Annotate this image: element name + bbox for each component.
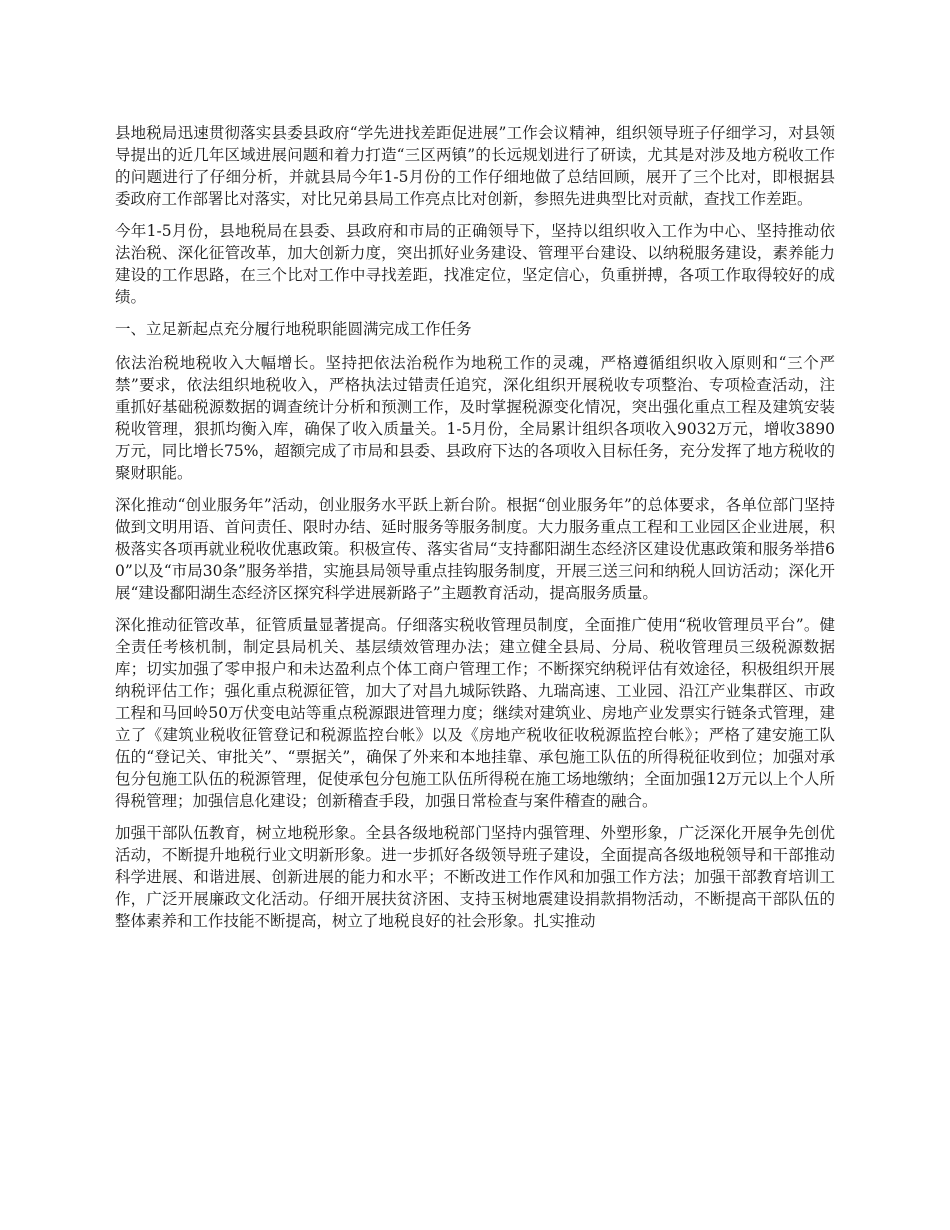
staff-education-paragraph: 加强干部队伍教育，树立地税形象。全县各级地税部门坚持内强管理、外塑形象，广泛深化开展争先创优活动，不断提升地税行业文明新形象。进一步抓好各级领导班子建设，全面提高各级地税领导和干部推动科学进展、和谐进展、创新进展的能力和水平；不断改进工作作风和加强工作方法；加强干部教育培训工作，广泛开展廉政文化活动。仔细开展扶贫济困、支持玉树地震建设捐款捐物活动，不断提高干部队伍的整体素养和工作技能不断提高，树立了地税良好的社会形象。扎实推动 [115,824,835,930]
section-heading: 一、立足新起点充分履行地税职能圆满完成工作任务 [115,320,472,338]
tax-revenue-paragraph: 依法治税地税收入大幅增长。坚持把依法治税作为地税工作的灵魂，严格遵循组织收入原则和“三个严禁”要求，依法组织地税收入，严格执法过错责任追究，深化组织开展税收专项整治、专项检查活动，注重抓好基础税源数据的调查统计分析和预测工作，及时掌握税源变化情况，突出强化重点工程及建筑安装税收管理，狠抓均衡入库，确保了收入质量关。1-5月份，全局累计组织各项收入9032万元，增收3890万元，同比增长75%，超额完成了市局和县委、县政府下达的各项收入目标任务，充分发挥了地方税收的聚财职能。 [115,354,835,482]
document-body [115,122,835,942]
service-year-paragraph: 深化推动“创业服务年”活动，创业服务水平跃上新台阶。根据“创业服务年”的总体要求，各单位部门坚持做到文明用语、首问责任、限时办结、延时服务等服务制度。大力服务重点工程和工业园区企业进展，积极落实各项再就业税收优惠政策。积极宣传、落实省局“支持鄱阳湖生态经济区建设优惠政策和服务举措60”以及“市局30条”服务举措，实施县局领导重点挂钩服务制度，开展三送三问和纳税人回访活动；深化开展“建设鄱阳湖生态经济区探究科学进展新路子”主题教育活动，提高服务质量。 [115,496,835,602]
summary-paragraph: 今年1-5月份，县地税局在县委、县政府和市局的正确领导下，坚持以组织收入工作为中心、坚持推动依法治税、深化征管改革，加大创新力度，突出抓好业务建设、管理平台建设、以纳税服务建设，素养能力建设的工作思路，在三个比对工作中寻找差距，找准定位，坚定信心，负重拼搏，各项工作取得较好的成绩。 [115,222,835,306]
intro-paragraph: 县地税局迅速贯彻落实县委县政府“学先进找差距促进展”工作会议精神，组织领导班子仔细学习，对县领导提出的近几年区域进展问题和着力打造“三区两镇”的长远规划进行了研读，尤其是对涉及地方税收工作的问题进行了仔细分析，并就县局今年1-5月份的工作仔细地做了总结回顾，展开了三个比对，即根据县委政府工作部署比对落实，对比兄弟县局工作亮点比对创新，参照先进典型比对贡献，查找工作差距。 [115,124,835,208]
collection-reform-paragraph: 深化推动征管改革，征管质量显著提高。仔细落实税收管理员制度，全面推广使用“税收管理员平台”。健全责任考核机制，制定县局机关、基层绩效管理办法；建立健全县局、分局、税收管理员三级税源数据库；切实加强了零申报户和未达盈利点个体工商户管理工作；不断探究纳税评估有效途径，积极组织开展纳税评估工作；强化重点税源征管，加大了对昌九城际铁路、九瑞高速、工业园、沿江产业集群区、市政工程和马回岭50万伏变电站等重点税源跟进管理力度；继续对建筑业、房地产业发票实行链条式管理，建立了《建筑业税收征管登记和税源监控台帐》以及《房地产税收征收税源监控台帐》；严格了建安施工队伍的“登记关、审批关”、“票据关”，确保了外来和本地挂靠、承包施工队伍的所得税征收到位；加强对承包分包施工队伍的税源管理，促使承包分包施工队伍所得税在施工场地缴纳；全面加强12万元以上个人所得税管理；加强信息化建设；创新稽查手段，加强日常检查与案件稽查的融合。 [115,616,835,810]
